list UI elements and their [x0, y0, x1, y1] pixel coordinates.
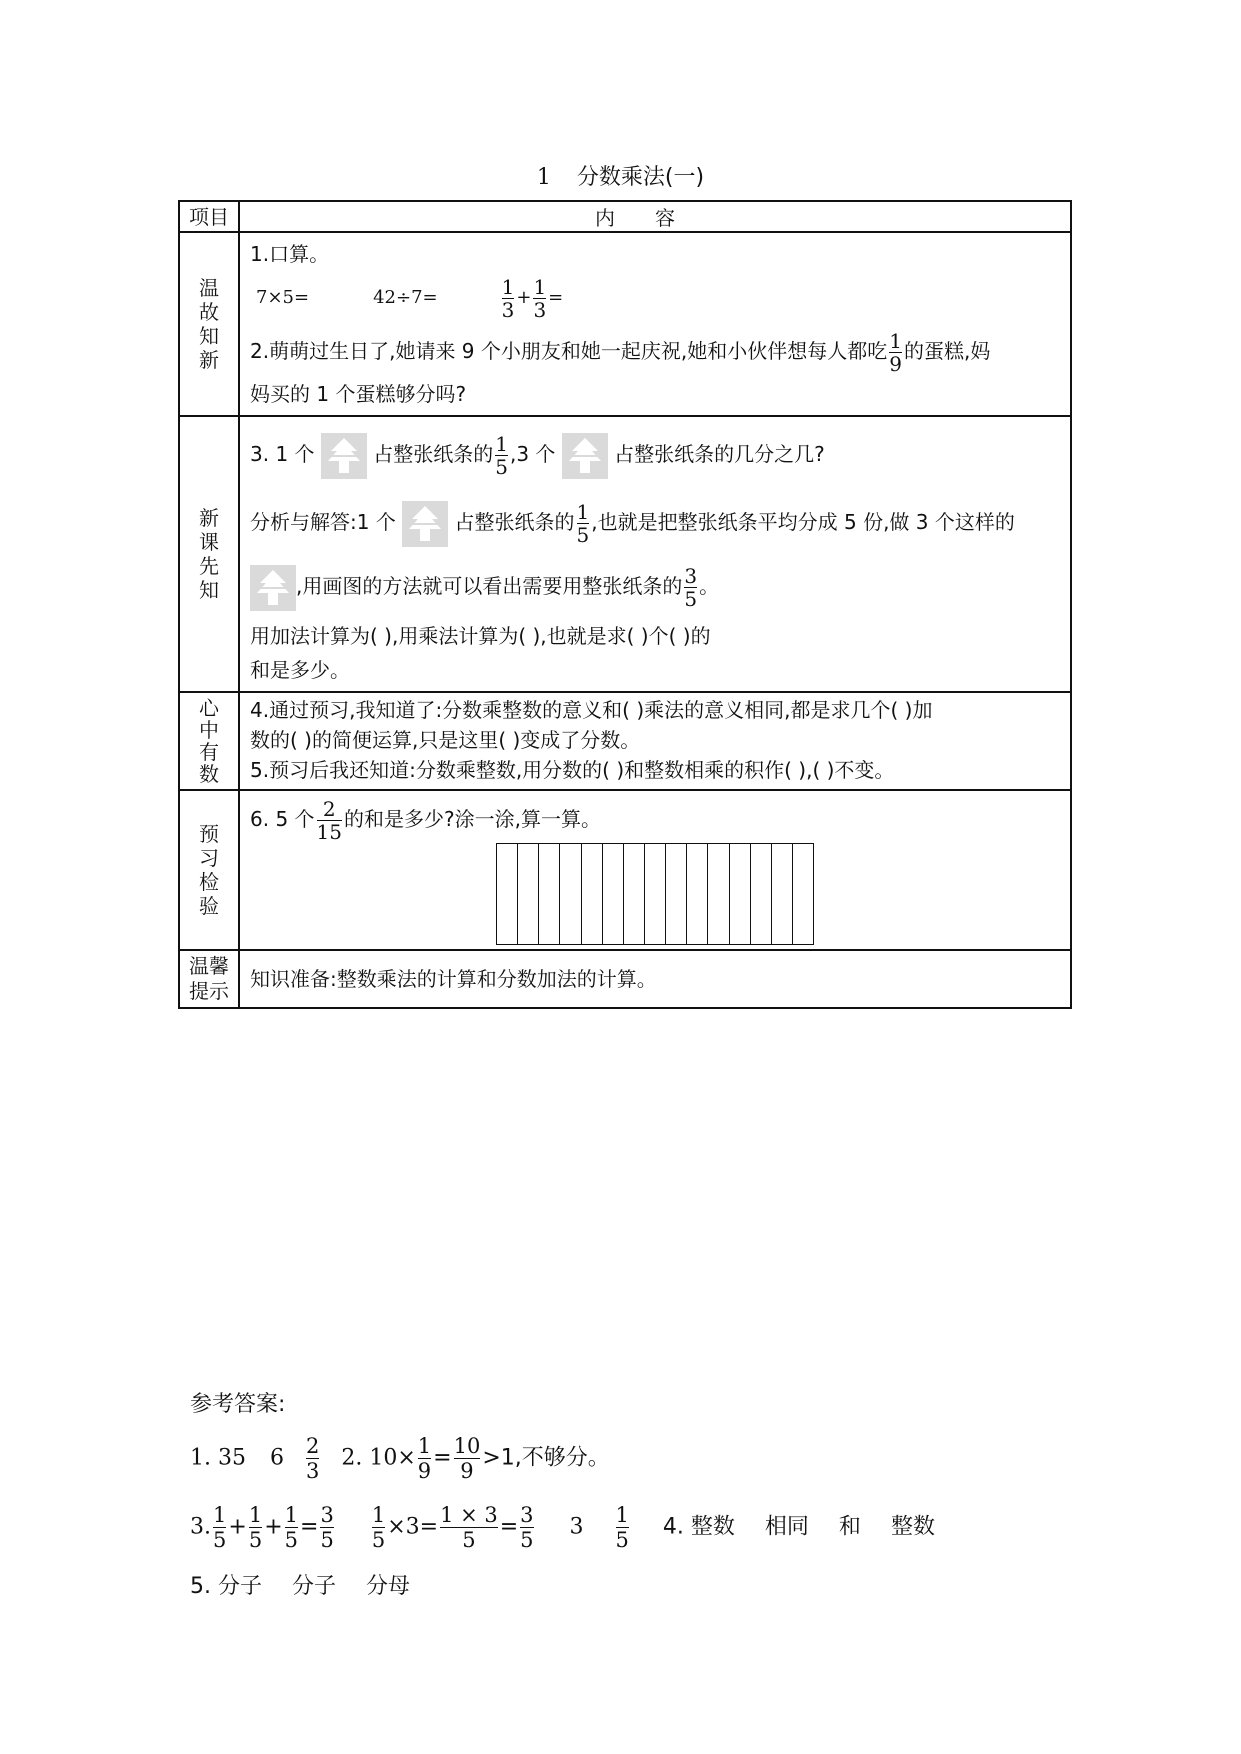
- strip-cell[interactable]: [730, 844, 751, 944]
- strip-cell[interactable]: [518, 844, 539, 944]
- fraction: $\frac{3}{5}$: [684, 564, 698, 611]
- q5-line: 5.预习后我还知道:分数乘整数,用分数的( )和整数相乘的积作( ),( )不变。: [250, 758, 895, 782]
- lesson-number: 1: [536, 165, 551, 190]
- fraction: $\frac{10}{9}$: [453, 1434, 481, 1483]
- lesson-title: 分数乘法(一): [576, 165, 705, 190]
- strip-cell[interactable]: [751, 844, 772, 944]
- q4-line1: 4.通过预习,我知道了:分数乘整数的意义和( )乘法的意义相同,都是求几个( )加: [250, 698, 933, 722]
- q4-line2: 数的( )的简便运算,只是这里( )变成了分数。: [250, 728, 641, 752]
- paper-tree-image: [562, 433, 608, 479]
- content-warmup: [239, 232, 1071, 416]
- fill-line1: 用加法计算为( ),用乘法计算为( ),也就是求( )个( )的: [250, 624, 711, 648]
- q6-line: 6. 5 个 $\frac{2}{15}$ 的和是多少?涂一涂,算一算。: [250, 797, 601, 844]
- tip-text: 知识准备:整数乘法的计算和分数加法的计算。: [250, 967, 657, 991]
- fraction: $\frac{1}{5}$: [284, 1503, 298, 1552]
- strip-cell[interactable]: [708, 844, 729, 944]
- strip-cell[interactable]: [624, 844, 645, 944]
- analysis-line2: ,用画图的方法就可以看出需要用整张纸条的 $\frac{3}{5}$ 。: [250, 557, 1058, 615]
- fraction: $\frac{1}{5}$: [576, 500, 590, 547]
- fraction: $\frac{3}{5}$: [520, 1503, 534, 1552]
- fill-line2: 和是多少。: [250, 658, 350, 682]
- row-warmup: [179, 232, 1071, 416]
- paper-strip-diagram[interactable]: [496, 843, 814, 945]
- fraction: $\frac{1 \times 3}{5}$: [440, 1503, 498, 1552]
- fraction: $\frac{3}{5}$: [320, 1503, 334, 1552]
- strip-cell[interactable]: [560, 844, 581, 944]
- content-mind: [239, 692, 1071, 790]
- fraction: $\frac{2}{3}$: [305, 1434, 320, 1483]
- paper-tree-image: [321, 433, 367, 479]
- content-tip: [239, 950, 1071, 1008]
- q3-line: 3. 1 个 占整张纸条的 $\frac{1}{5}$ ,3 个 占整张纸条的几分之几?: [250, 432, 825, 479]
- strip-cell[interactable]: [666, 844, 687, 944]
- strip-cell[interactable]: [772, 844, 793, 944]
- answer-row-3: 5. 分子 分子 分母: [190, 1574, 411, 1599]
- page-title: [0, 160, 1241, 191]
- q1-title: 1.口算。: [250, 242, 330, 266]
- lesson-table: [178, 200, 1072, 1009]
- q2-line2: 妈买的 1 个蛋糕够分吗?: [250, 382, 467, 406]
- q2-line1: 2.萌萌过生日了,她请来 9 个小朋友和她一起庆祝,她和小伙伴想每人都吃 $\frac{1}{9}$ 的蛋糕,妈: [250, 329, 991, 376]
- analysis-line1: 分析与解答:1 个 占整张纸条的 $\frac{1}{5}$ ,也就是把整张纸条平均分成 5 份,做 3 个这样的: [250, 500, 1015, 547]
- strip-cell[interactable]: [539, 844, 560, 944]
- label-mind: 心 中 有 数: [179, 692, 239, 790]
- strip-cell[interactable]: [497, 844, 518, 944]
- label-newlesson: 新 课 先 知: [179, 416, 239, 692]
- label-tip: 温馨 提示: [179, 950, 239, 1008]
- fraction: $\frac{1}{5}$: [248, 1503, 263, 1552]
- strip-cell[interactable]: [687, 844, 708, 944]
- strip-cell[interactable]: [603, 844, 624, 944]
- label-check: 预 习 检 验: [179, 790, 239, 950]
- row-mind: [179, 692, 1071, 790]
- q1-calcs: 7×5= 42÷7= $\frac{1}{3}$ + $\frac{1}{3}$ =: [256, 274, 564, 322]
- row-newlesson: [179, 416, 1071, 692]
- fraction: $\frac{1}{5}$: [213, 1503, 227, 1552]
- content-newlesson: [239, 416, 1071, 692]
- answer-section: [190, 1390, 935, 1622]
- answer-row-2: 3. $\frac{1}{5}$ + $\frac{1}{5}$ + $\frac{1}{5}$ = $\frac{3}{5}$ $\frac{1}{5}$ ×3= $\frac{1 \times 3}{5}$ = $\frac{3}{5}$ 3 $\frac{1}{5}$ 4. 整数 相同 和 整数: [190, 1503, 935, 1552]
- strip-cell[interactable]: [793, 844, 813, 944]
- fraction: $\frac{2}{15}$: [316, 797, 342, 844]
- fraction: $\frac{1}{9}$: [417, 1434, 432, 1483]
- paper-tree-image: [402, 501, 448, 547]
- row-check: [179, 790, 1071, 950]
- strip-cell[interactable]: [582, 844, 603, 944]
- fraction: $\frac{1}{3}$: [501, 274, 515, 322]
- label-warmup: 温 故 知 新: [179, 232, 239, 416]
- fraction: $\frac{1}{3}$: [533, 274, 547, 322]
- header-item: 项目: [179, 201, 239, 232]
- row-tip: [179, 950, 1071, 1008]
- fraction: $\frac{1}{5}$: [371, 1503, 386, 1552]
- fraction: $\frac{1}{9}$: [889, 329, 902, 376]
- answers-title: 参考答案:: [190, 1392, 286, 1417]
- table-header: [179, 201, 1071, 232]
- fraction: $\frac{1}{5}$: [495, 432, 508, 479]
- header-content: 内容: [239, 201, 1071, 232]
- content-check: [239, 790, 1071, 950]
- paper-tree-image: [250, 565, 296, 611]
- fraction: $\frac{1}{5}$: [615, 1503, 629, 1552]
- answer-row-1: 1. 35 6 $\frac{2}{3}$ 2. 10× $\frac{1}{9}$ = $\frac{10}{9}$ >1,不够分。: [190, 1434, 610, 1483]
- strip-cell[interactable]: [645, 844, 666, 944]
